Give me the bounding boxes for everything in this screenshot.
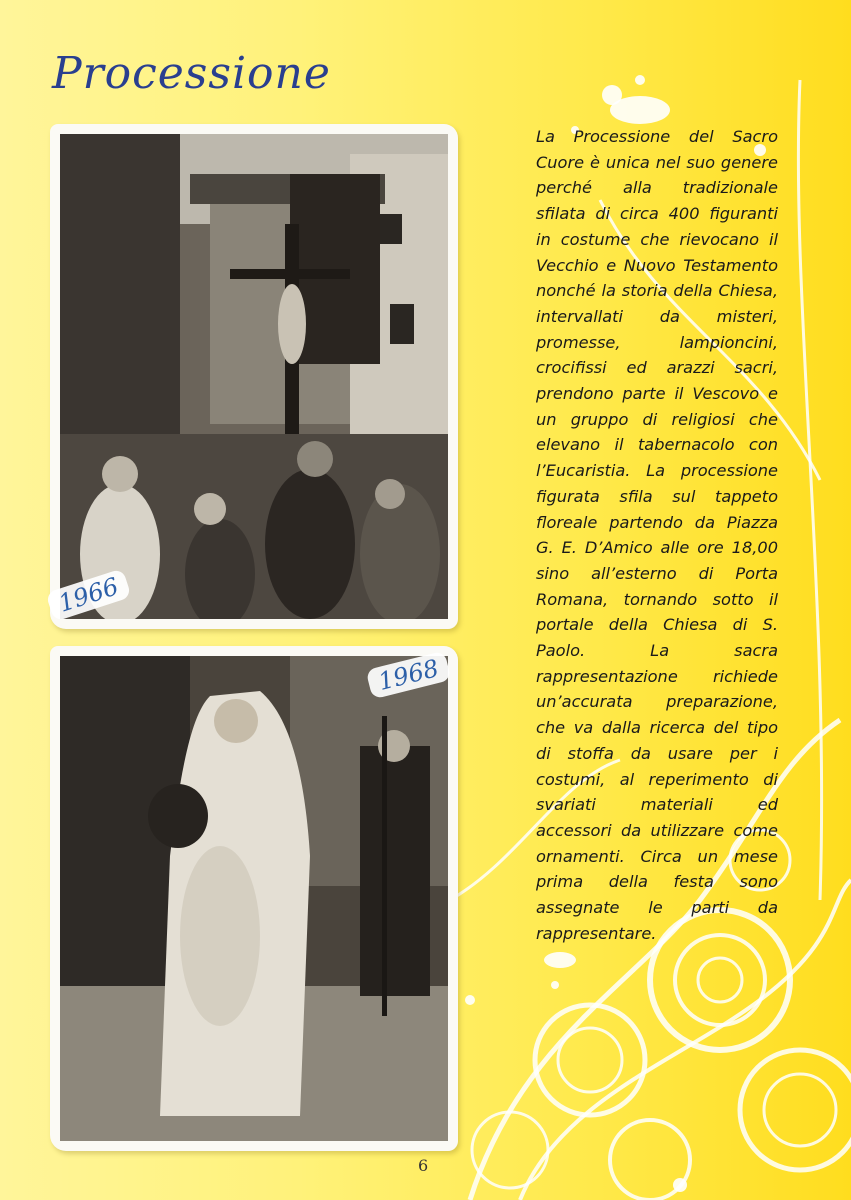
photo-1966	[50, 124, 458, 629]
year-label-1968: 1968	[366, 651, 452, 700]
page-title: Processione	[52, 48, 331, 99]
photo-1968	[50, 646, 458, 1151]
year-label-1966: 1966	[45, 568, 131, 622]
crucifix-procession-photo	[60, 134, 448, 619]
page-number: 6	[418, 1156, 429, 1175]
article-body: La Processione del Sacro Cuore è unica nel suo genere perché alla tradizionale sfilata di circa 400 figuranti in costume che rievocano il Vecchio e Nuovo Testamento nonché la storia della Chiesa, intervallati da misteri, promesse, lampioncini, crocifissi ed arazzi sacri, prendono parte il Vescovo e un gruppo di religiosi che elevano il tabernacolo con l’Eucaristia. La processione figurata sfila sul tappeto floreale partendo da Piazza G. E. D’Amico alle ore 18,00 sino all’esterno di Porta Romana, tornando sotto il portale della Chiesa di S. Paolo. La sacra rappresentazione richiede un’accurata preparazione, che va dalla ricerca del tipo di stoffa da usare per i costumi, al reperimento di svariati materiali ed accessori da utilizzare come ornamenti. Circa un mese prima della festa sono assegnate le parti da rappresentare.	[536, 127, 778, 943]
girl-in-white-costume-photo	[60, 656, 448, 1141]
